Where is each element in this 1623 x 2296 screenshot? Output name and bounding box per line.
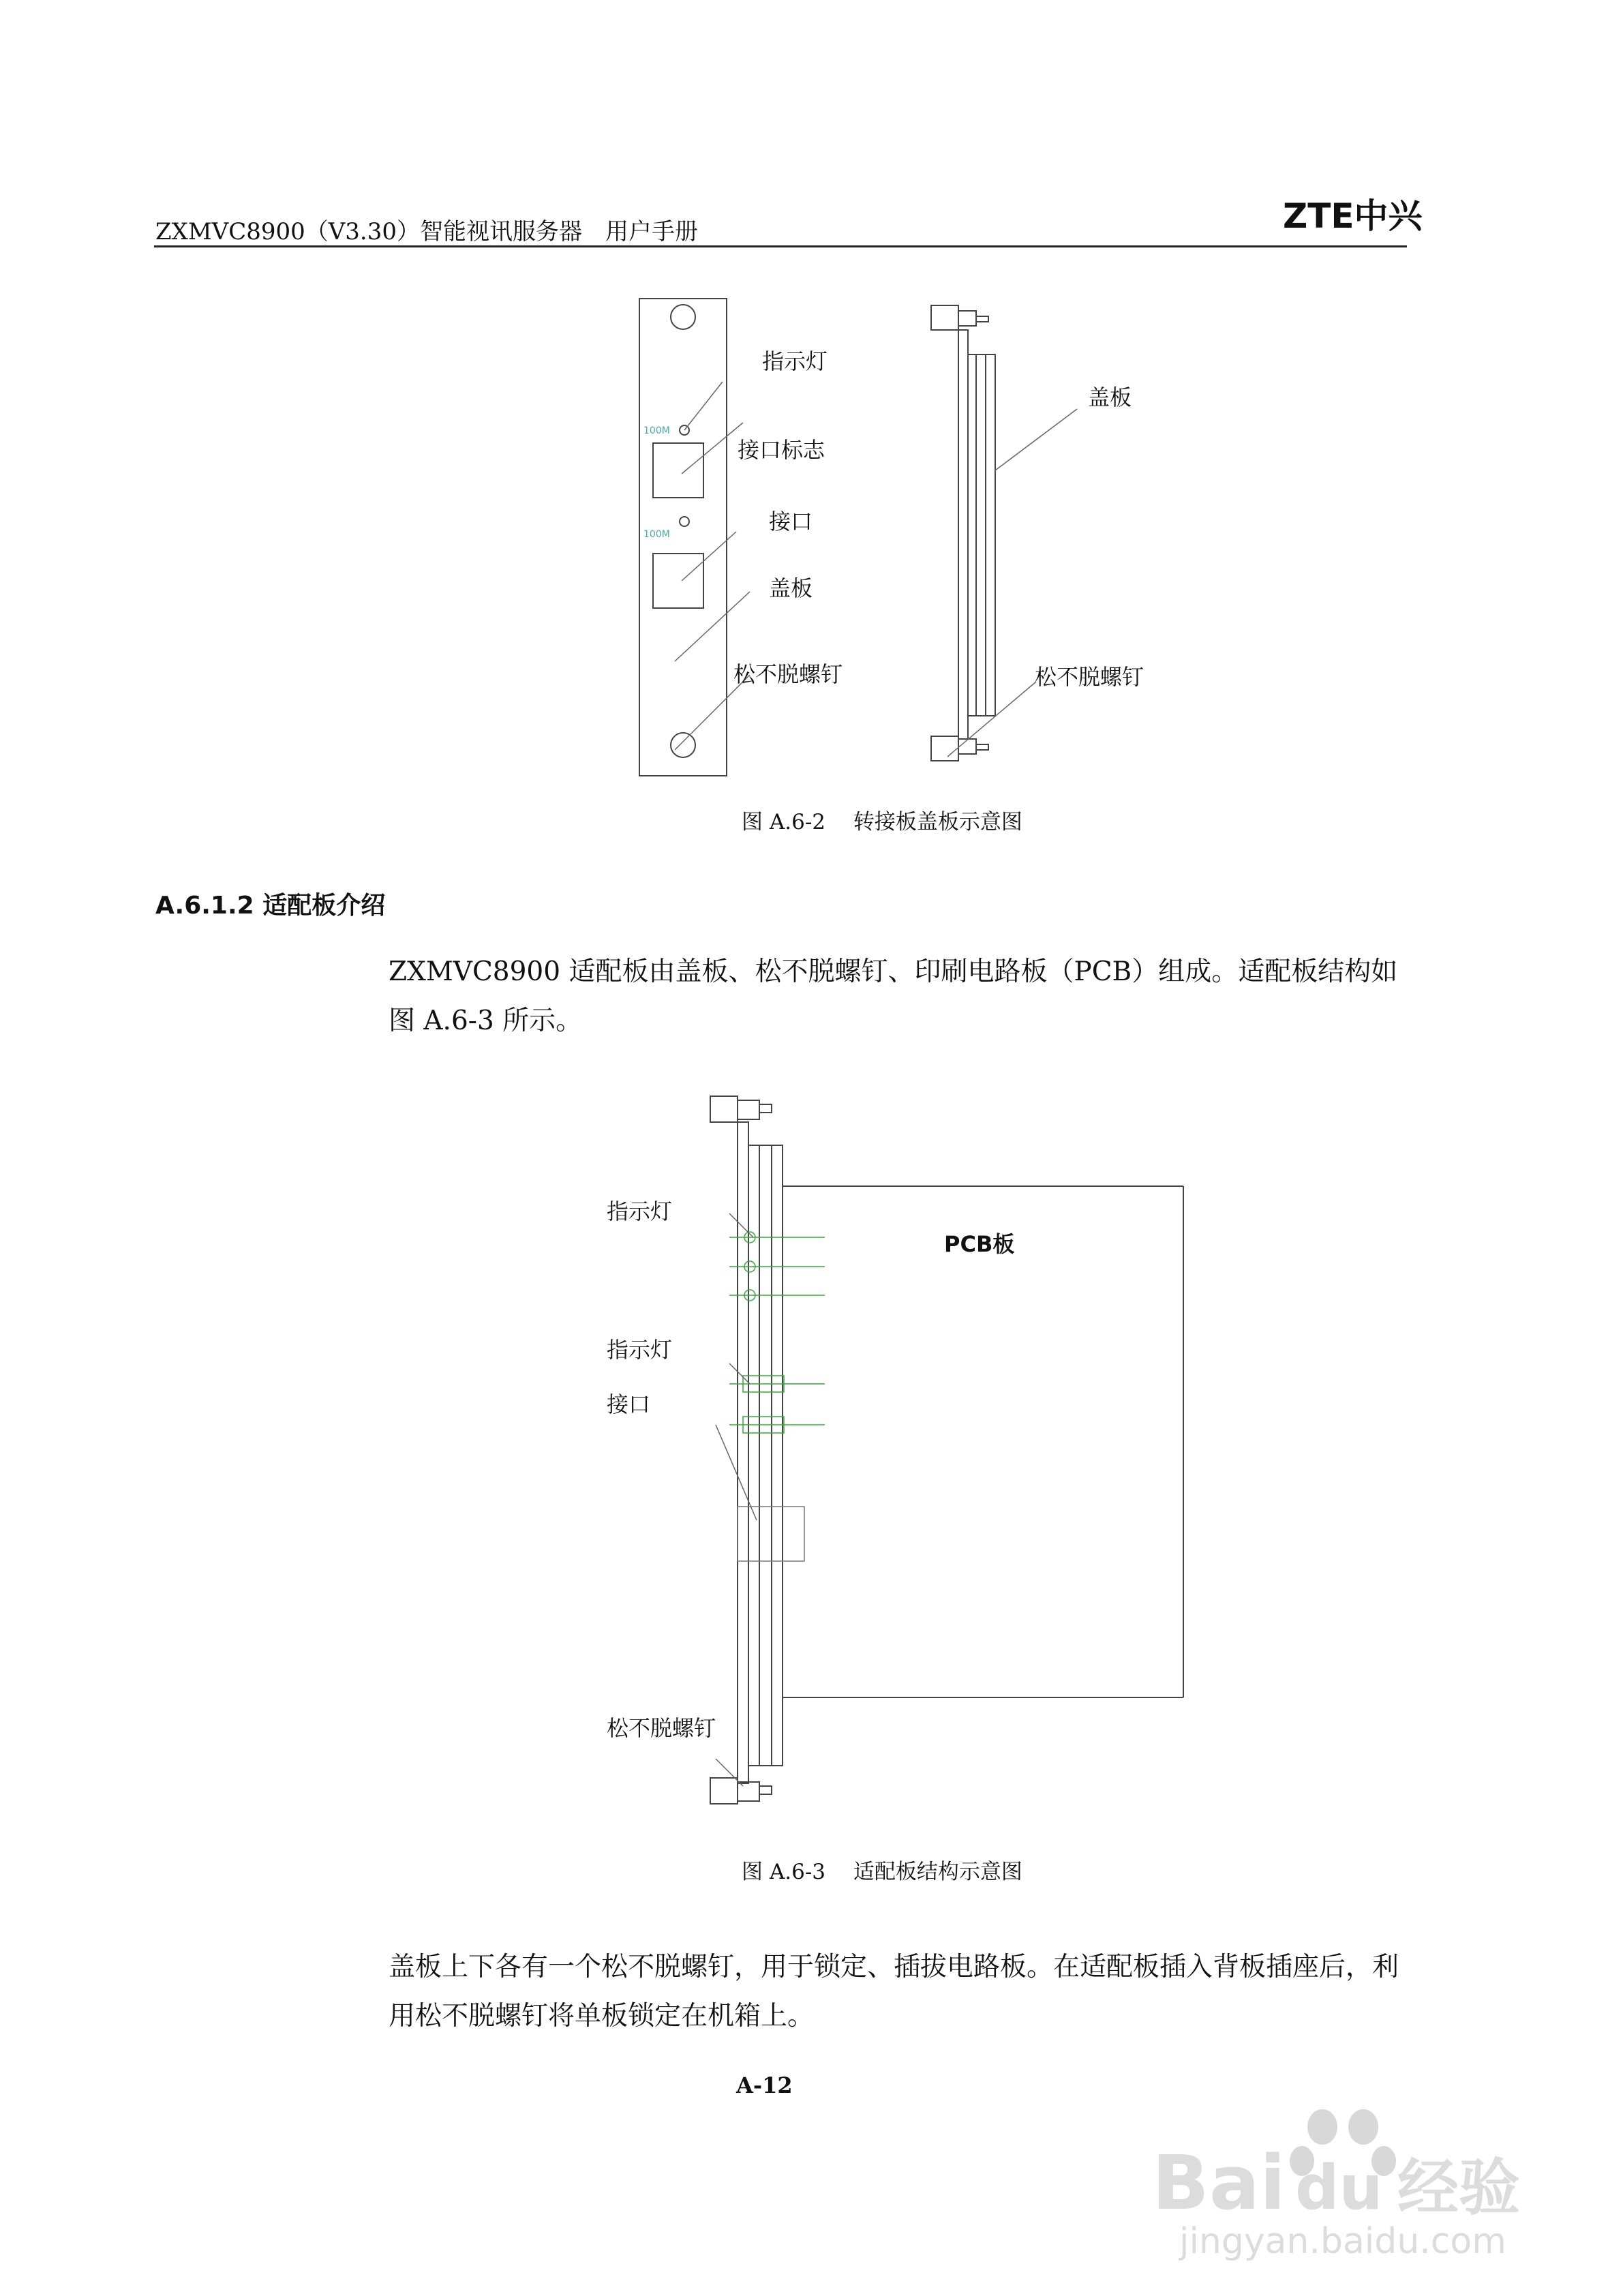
label-indicator: 指示灯 xyxy=(762,348,828,374)
label-indicator-2: 指示灯 xyxy=(607,1337,673,1363)
figure-a6-3 xyxy=(702,1084,1193,1827)
zte-logo-text: ZTE中兴 xyxy=(1283,196,1423,236)
label-cover: 盖板 xyxy=(769,575,813,601)
side-panel xyxy=(931,305,995,761)
indicator-leds xyxy=(729,1232,825,1433)
figure-caption-1: 图 A.6-2 转接板盖板示意图 xyxy=(742,810,1022,834)
paragraph-2: 盖板上下各有一个松不脱螺钉，用于锁定、插拔电路板。在适配板插入背板插座后，利用松不脱螺钉将单板锁定在机箱上。 xyxy=(389,1952,1399,2031)
port-tag-1: 100M xyxy=(643,425,670,436)
header-title: ZXMVC8900（V3.30）智能视讯服务器 用户手册 xyxy=(155,218,698,245)
watermark-url: jingyan.baidu.com xyxy=(1179,2221,1506,2262)
label-cover-side: 盖板 xyxy=(1088,384,1132,410)
watermark-product: 经验 xyxy=(1397,2152,1520,2224)
section-heading: A.6.1.2 适配板介绍 xyxy=(155,892,386,920)
figure-a6-2 xyxy=(627,286,1241,777)
port-tag-2: 100M xyxy=(643,529,670,540)
label-interface-2: 接口 xyxy=(607,1391,651,1417)
figure-caption-2: 图 A.6-3 适配板结构示意图 xyxy=(742,1860,1022,1884)
header-rule xyxy=(154,245,1407,247)
zte-logo xyxy=(1281,192,1423,240)
label-indicator-1: 指示灯 xyxy=(607,1198,673,1224)
label-interface: 接口 xyxy=(769,509,813,534)
label-screw: 松不脱螺钉 xyxy=(733,661,843,687)
page-number: A-12 xyxy=(736,2072,793,2098)
pcb-board xyxy=(783,1186,1183,1697)
watermark-brand2: du xyxy=(1295,2152,1383,2224)
label-pcb: PCB板 xyxy=(944,1231,1015,1257)
paragraph-1: ZXMVC8900 适配板由盖板、松不脱螺钉、印刷电路板（PCB）组成。适配板结构如图 A.6-3 所示。 xyxy=(389,956,1398,1036)
label-screw-side: 松不脱螺钉 xyxy=(1035,664,1144,690)
watermark-brand: Bai xyxy=(1152,2139,1286,2226)
label-interface-mark: 接口标志 xyxy=(738,437,825,463)
baidu-watermark xyxy=(1138,2106,1547,2263)
label-screw-2: 松不脱螺钉 xyxy=(607,1715,716,1741)
adapter-side xyxy=(710,1096,783,1804)
